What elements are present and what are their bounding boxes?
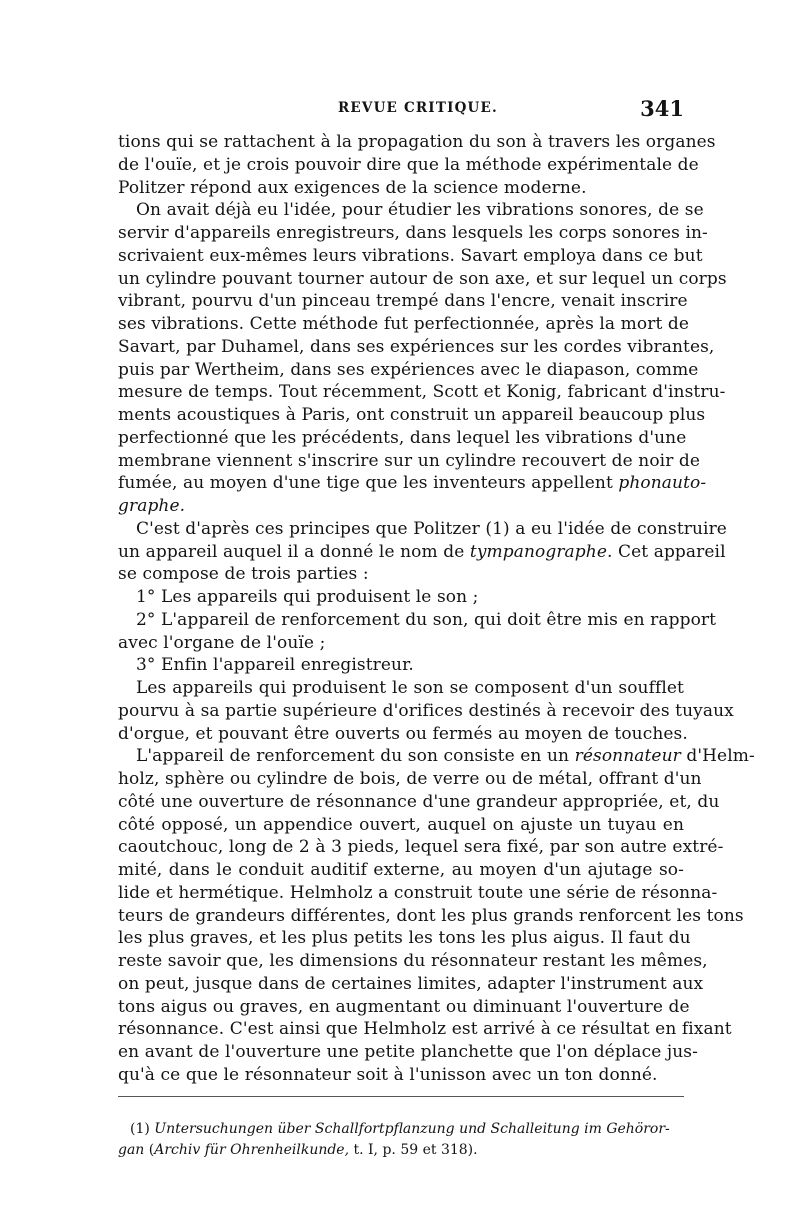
text-line: Savart, par Duhamel, dans ses expériences sur les cordes vibrantes, bbox=[118, 336, 715, 357]
text-line: puis par Wertheim, dans ses expériences avec le diapason, comme bbox=[118, 359, 699, 380]
footnote-line bbox=[118, 1140, 684, 1161]
text-segment: L'appareil de renforcement du son consiste en un bbox=[136, 746, 570, 767]
text-line: de l'ouïe, et je crois pouvoir dire que la méthode expérimentale de bbox=[118, 154, 699, 175]
footnote-reference: t. I, p. 59 et 318). bbox=[353, 1142, 478, 1158]
text-line: d'orgue, et pouvant être ouverts ou fermés au moyen de touches. bbox=[118, 723, 688, 744]
italic-term: graphe. bbox=[118, 496, 186, 516]
list-item: 2° L'appareil de renforcement du son, qui doit être mis en rapport bbox=[136, 609, 717, 630]
footnote-title: gan bbox=[118, 1142, 145, 1158]
text-line: ments acoustiques à Paris, ont construit un appareil beaucoup plus bbox=[118, 405, 706, 425]
text-line: ses vibrations. Cette méthode fut perfectionnée, après la mort de bbox=[118, 314, 690, 334]
text-line: pourvu à sa partie supérieure d'orifices destinés à recevoir des tuyaux bbox=[118, 700, 734, 721]
text-line: en avant de l'ouverture une petite planchette que l'on déplace jus- bbox=[118, 1042, 698, 1062]
text-segment: fumée, au moyen d'une tige que les inventeurs appellent bbox=[118, 473, 613, 494]
text-line: membrane viennent s'inscrire sur un cylindre recouvert de noir de bbox=[118, 450, 701, 471]
text-line: teurs de grandeurs différentes, dont les plus grands renforcent les tons bbox=[118, 905, 744, 926]
text-line: scrivaient eux-mêmes leurs vibrations. Savart employa dans ce but bbox=[118, 245, 703, 266]
running-title: REVUE CRITIQUE. bbox=[338, 100, 498, 116]
footnote-paren: ( bbox=[148, 1142, 155, 1158]
paragraph-start: Les appareils qui produisent le son se composent d'un soufflet bbox=[136, 678, 684, 698]
text-line: les plus graves, et les plus petits les tons les plus aigus. Il faut du bbox=[118, 928, 691, 949]
text-line: lide et hermétique. Helmholz a construit toute une série de résonna- bbox=[118, 882, 718, 903]
italic-term: phonauto- bbox=[618, 473, 707, 494]
text-line bbox=[118, 495, 684, 518]
list-item: 1° Les appareils qui produisent le son ; bbox=[136, 587, 479, 607]
footnote-journal: Archiv für Ohrenheilkunde, bbox=[154, 1142, 350, 1158]
text-line: perfectionné que les précédents, dans lequel les vibrations d'une bbox=[118, 427, 687, 448]
list-item: 3° Enfin l'appareil enregistreur. bbox=[136, 655, 414, 676]
text-line: reste savoir que, les dimensions du résonnateur restant les mêmes, bbox=[118, 951, 708, 971]
italic-term: tympanographe. bbox=[469, 541, 613, 562]
text-line: tons aigus ou graves, en augmentant ou diminuant l'ouverture de bbox=[118, 996, 690, 1017]
text-line: un cylindre pouvant tourner autour de son axe, et sur lequel un corps bbox=[118, 268, 727, 289]
page-number: 341 bbox=[640, 96, 684, 121]
text-line: caoutchouc, long de 2 à 3 pieds, lequel sera fixé, par son autre extré- bbox=[118, 837, 724, 858]
text-line: on peut, jusque dans de certaines limites, adapter l'instrument aux bbox=[118, 973, 704, 994]
text-line bbox=[118, 472, 707, 495]
text-line: qu'à ce que le résonnateur soit à l'unisson avec un ton donné. bbox=[118, 1064, 658, 1085]
text-line: résonnance. C'est ainsi que Helmholz est arrivé à ce résultat en fixant bbox=[118, 1019, 732, 1040]
page-header bbox=[118, 96, 684, 126]
text-line: holz, sphère ou cylindre de bois, de verre ou de métal, offrant d'un bbox=[118, 769, 702, 789]
footnote-marker: (1) bbox=[130, 1121, 150, 1137]
footnote-title: Untersuchungen über Schallfortpflanzung und Schalleitung im Gehöror- bbox=[154, 1121, 670, 1137]
text-line bbox=[118, 541, 726, 564]
footnote-divider bbox=[118, 1096, 684, 1097]
footnote-line bbox=[118, 1119, 684, 1140]
text-line: se compose de trois parties : bbox=[118, 564, 369, 585]
text-line: mesure de temps. Tout récemment, Scott et Konig, fabricant d'instru- bbox=[118, 382, 726, 403]
paragraph-start bbox=[118, 745, 755, 768]
italic-term: résonnateur bbox=[574, 746, 681, 767]
footnote bbox=[118, 1119, 684, 1161]
text-line: tions qui se rattachent à la propagation du son à travers les organes bbox=[118, 132, 716, 152]
text-segment: un appareil auquel il a donné le nom de bbox=[118, 541, 465, 562]
text-line: vibrant, pourvu d'un pinceau trempé dans l'encre, venait inscrire bbox=[118, 291, 688, 312]
text-line: avec l'organe de l'ouïe ; bbox=[118, 632, 326, 653]
text-segment: Cet appareil bbox=[618, 541, 726, 562]
text-segment: d'Helm- bbox=[686, 746, 755, 767]
paragraph-start: On avait déjà eu l'idée, pour étudier les vibrations sonores, de se bbox=[136, 200, 704, 221]
text-line: côté opposé, un appendice ouvert, auquel on ajuste un tuyau en bbox=[118, 814, 684, 835]
text-line: Politzer répond aux exigences de la science moderne. bbox=[118, 177, 587, 198]
text-line: servir d'appareils enregistreurs, dans lesquels les corps sonores in- bbox=[118, 223, 708, 243]
body-text bbox=[118, 131, 755, 1087]
text-line: côté une ouverture de résonnance d'une grandeur appropriée, et, du bbox=[118, 791, 720, 812]
text-line: mité, dans le conduit auditif externe, au moyen d'un ajutage so- bbox=[118, 860, 684, 880]
paragraph-start: C'est d'après ces principes que Politzer (1) a eu l'idée de construire bbox=[136, 518, 727, 539]
